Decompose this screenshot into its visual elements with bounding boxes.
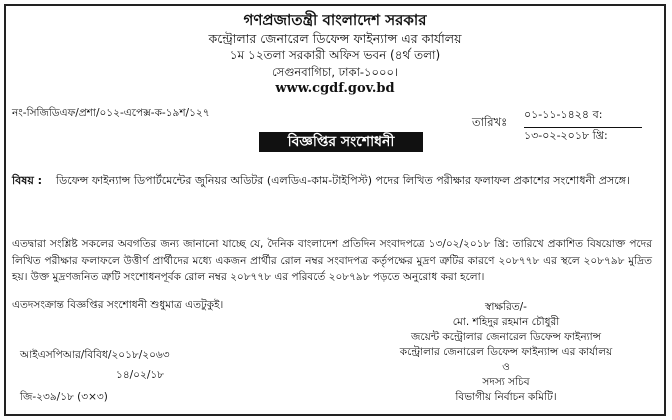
- office-header: [6, 10, 664, 98]
- memo-number: নং-সিজিডিএফ/প্রশা/০১২-এপেক্স-ক-১৯শ/১২৭: [12, 107, 210, 119]
- date-bangla: ০১-১১-১৪২৪ ব:: [524, 106, 650, 125]
- ispr-reference: আইএসপিআর/বিবিধ/২০১৮/২০৬৩: [20, 349, 170, 361]
- signed-mark: স্বাক্ষরিত/-: [485, 301, 527, 313]
- notice-body: এতদ্বারা সংশ্লিষ্ট সকলের অবগতির জন্য জানানো যাচ্ছে যে, দৈনিক বাংলাদেশ প্রতিদিন সংবাদপত্রে ১৩/০২/২০১৮ খ্রি: তারিখে প্রকাশিত বিষয়োক্ত পদের লিখিত পরীক্ষার ফলাফলে উত্তীর্ণ প্রার্থীদের মধ্যে একজন প্রার্থীর রোল নম্বর সংবাদপত্র কর্তৃপক্ষের মুদ্রণ ত্রুটির কারণে ২০৮৭৭৮ এর স্থলে ২০৮৭৯৮ মুদ্রিত হয়। উক্ত মুদ্রণজনিত ত্রুটি সংশোধনপূর্বক রোল নম্বর ২০৮৭৭৮ এর পরিবর্তে ২০৮৭৯৮ পড়তে অনুরোধ করা হলো।: [12, 238, 652, 283]
- signatory-name: মো. শহিদুর রহমান চৌধুরী: [452, 316, 560, 328]
- subject-text: ডিফেন্স ফাইন্যান্স ডিপার্টমেন্টের জুনিয়র অডিটর (এলডিএ-কাম-টাইপিস্ট) পদের লিখিত পরীক্ষার ফলাফল প্রকাশের সংশোধনী প্রসঙ্গে।: [56, 174, 630, 187]
- closing-line: এতদসংক্রান্ত বিজ্ঞপ্তির সংশোধনী শুধুমাত্র এতটুকুই।: [12, 299, 224, 311]
- city-address: সেগুনবাগিচা, ঢাকা-১০০০।: [271, 65, 399, 79]
- signatory-designation: জয়েন্ট কন্ট্রোলার জেনারেল ডিফেন্স ফাইন্যান্স: [411, 331, 601, 343]
- signature-block: [346, 300, 666, 405]
- subject-label: বিষয় :: [12, 174, 43, 187]
- building-address: ১ম ১২তলা সরকারী অফিস ভবন (৪র্থ তলা): [229, 48, 441, 62]
- ad-code: জি-২৩৯/১৮ (৩×৩): [20, 391, 108, 403]
- signatory-office: কন্ট্রোলার জেনারেল ডিফেন্স ফাইন্যান্স এর কার্যালয়: [399, 346, 613, 358]
- reference-date: ১৪/০২/১৮: [116, 369, 164, 381]
- notice-frame: [4, 4, 666, 416]
- committee-name: বিভাগীয় নির্বাচন কমিটি।: [455, 391, 557, 403]
- conjunction: ও: [502, 361, 510, 373]
- government-name: গণপ্রজাতন্ত্রী বাংলাদেশ সরকার: [243, 11, 427, 29]
- date-english: ১৩-০২-২০১৮ খ্রি:: [524, 129, 608, 142]
- date-label: তারিখঃ: [472, 115, 508, 129]
- committee-role: সদস্য সচিব: [482, 376, 530, 388]
- office-name: কন্ট্রোলার জেনারেল ডিফেন্স ফাইন্যান্স এর কার্যালয়: [208, 31, 462, 46]
- notice-title: বিজ্ঞপ্তির সংশোধনী: [259, 132, 423, 152]
- website-link[interactable]: www.cgdf.gov.bd: [275, 81, 395, 96]
